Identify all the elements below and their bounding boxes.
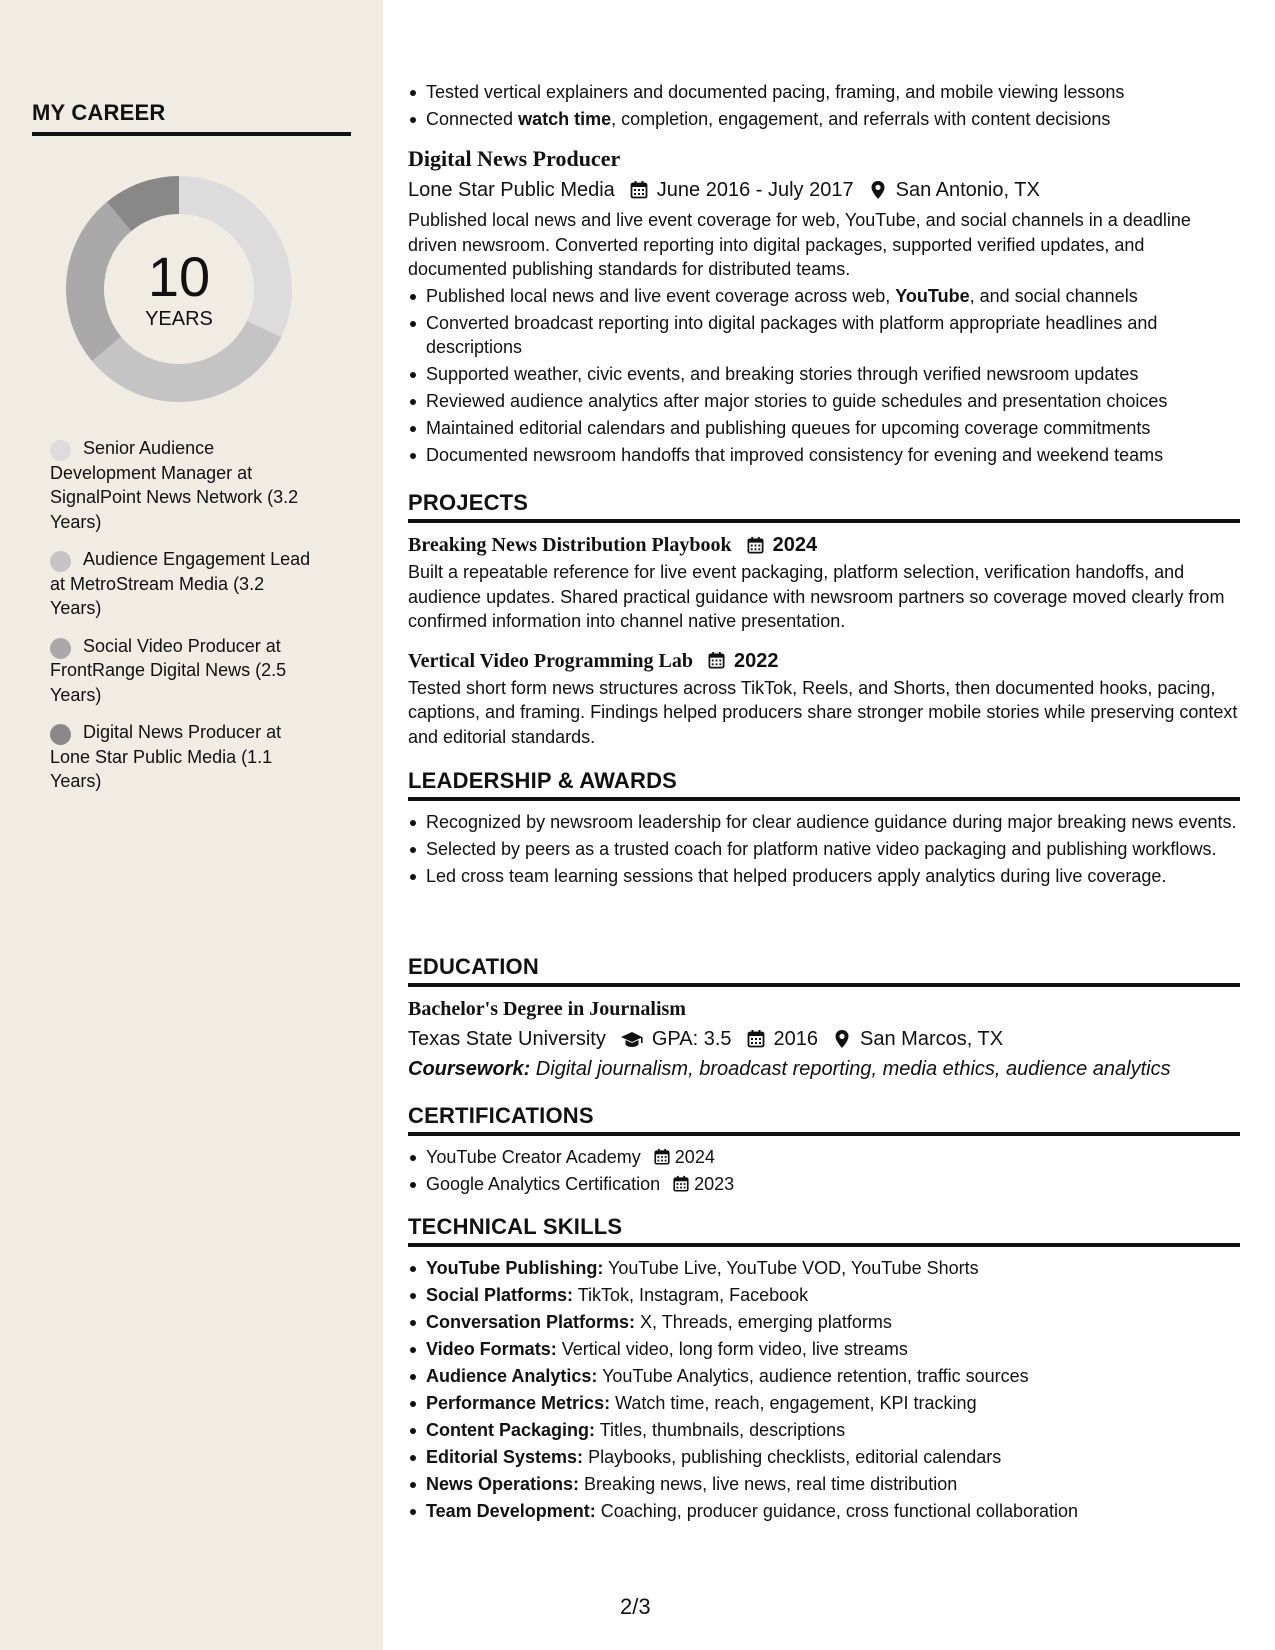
list-item: [408, 107, 1240, 132]
career-heading: MY CAREER: [32, 100, 351, 136]
coursework-text: Digital journalism, broadcast reporting, media ethics, audience analytics: [530, 1058, 1171, 1080]
job-location: San Antonio, TX: [895, 179, 1040, 201]
section-heading: CERTIFICATIONS: [408, 1103, 1240, 1136]
list-item: [408, 80, 1240, 105]
project-title: [408, 532, 1240, 558]
leadership-section: [408, 768, 1240, 891]
career-legend: [50, 436, 320, 807]
degree-title: Bachelor's Degree in Journalism: [408, 998, 686, 1020]
legend-dot: [50, 724, 71, 745]
skill-label: Editorial Systems:: [426, 1447, 584, 1467]
skills-list: [408, 1256, 1240, 1524]
job-dates: June 2016 - July 2017: [656, 179, 854, 201]
bullet-text: Selected by peers as a trusted coach for platform native video packaging and publishing workflows.: [426, 839, 1217, 859]
education-year: 2016: [773, 1028, 819, 1050]
skill-value: Playbooks, publishing checklists, editorial calendars: [583, 1447, 1002, 1467]
list-item: [408, 1364, 1240, 1389]
certification-year: 2023: [694, 1174, 735, 1194]
job-company: Lone Star Public Media: [408, 179, 615, 201]
calendar-icon: [672, 1175, 690, 1193]
list-item: [408, 1283, 1240, 1308]
bullet-bold-text: watch time: [518, 109, 612, 129]
bullet-text: Documented newsroom handoffs that improved consistency for evening and weekend teams: [426, 445, 1164, 465]
career-legend-item: [50, 547, 320, 621]
project-description: Built a repeatable reference for live event packaging, platform selection, verification handoffs, and audience updates. Shared practical guidance with newsroom partners so coverage moved clearly from confirmed information into channel native presentation.: [408, 562, 1225, 631]
bullet-text: Led cross team learning sessions that helped producers apply analytics during live coverage.: [426, 866, 1167, 886]
bullet-text: Converted broadcast reporting into digital packages with platform appropriate headlines and descriptions: [426, 312, 1158, 357]
skill-label: Team Development:: [426, 1501, 596, 1521]
page-number: 2/3: [620, 1594, 651, 1619]
skill-value: Titles, thumbnails, descriptions: [595, 1420, 846, 1440]
calendar-icon: [653, 1148, 671, 1166]
location-pin-icon: [868, 180, 888, 200]
job-entry: [408, 145, 1240, 470]
coursework-label: Coursework:: [408, 1058, 531, 1080]
project-year: 2022: [733, 649, 779, 672]
certifications-list: [408, 1145, 1240, 1197]
coursework: [408, 1055, 1240, 1083]
bullet-text: Maintained editorial calendars and publishing queues for upcoming coverage commitments: [426, 418, 1151, 438]
skill-label: Performance Metrics:: [426, 1393, 611, 1413]
list-item: [408, 837, 1240, 862]
job-title: Digital News Producer: [408, 146, 621, 171]
legend-dot: [50, 638, 71, 659]
career-legend-item: [50, 634, 320, 708]
section-heading: EDUCATION: [408, 954, 1240, 987]
project-name: Breaking News Distribution Playbook: [408, 534, 732, 556]
list-item: [408, 1256, 1240, 1281]
list-item: [408, 389, 1240, 414]
skill-value: TikTok, Instagram, Facebook: [573, 1285, 809, 1305]
skill-label: YouTube Publishing:: [426, 1258, 604, 1278]
legend-dot: [50, 440, 71, 461]
list-item: [408, 284, 1240, 309]
calendar-icon: [629, 180, 649, 200]
education-section: [408, 954, 1240, 1083]
calendar-icon: [746, 536, 765, 555]
calendar-icon: [707, 651, 726, 670]
skill-value: YouTube Analytics, audience retention, traffic sources: [597, 1366, 1029, 1386]
list-item: [408, 311, 1240, 360]
job-bullets: [408, 284, 1240, 468]
skill-value: Vertical video, long form video, live streams: [556, 1339, 908, 1359]
skill-label: Content Packaging:: [426, 1420, 596, 1440]
section-heading: PROJECTS: [408, 490, 1240, 523]
list-item: [408, 1172, 1240, 1197]
certification-name: Google Analytics Certification: [426, 1174, 661, 1194]
section-heading: LEADERSHIP & AWARDS: [408, 768, 1240, 801]
bullet-text: Recognized by newsroom leadership for clear audience guidance during major breaking news events.: [426, 812, 1237, 832]
skill-label: Video Formats:: [426, 1339, 557, 1359]
bullet-text: Connected: [426, 109, 519, 129]
calendar-icon: [746, 1029, 766, 1049]
total-years: 10: [147, 244, 211, 308]
career-legend-item: [50, 436, 320, 534]
list-item: [408, 1310, 1240, 1335]
skill-value: Coaching, producer guidance, cross functional collaboration: [595, 1501, 1079, 1521]
list-item: [408, 1391, 1240, 1416]
list-item: [408, 443, 1240, 468]
section-heading: TECHNICAL SKILLS: [408, 1214, 1240, 1247]
skill-label: Social Platforms:: [426, 1285, 574, 1305]
bullet-text: Tested vertical explainers and documented pacing, framing, and mobile viewing lessons: [426, 82, 1125, 102]
project-title: [408, 648, 1240, 674]
education-location: San Marcos, TX: [860, 1028, 1004, 1050]
bullet-text: , completion, engagement, and referrals with content decisions: [611, 109, 1111, 129]
certifications-section: [408, 1103, 1240, 1199]
location-pin-icon: [832, 1029, 852, 1049]
main-content: [408, 0, 1240, 1650]
legend-label: Audience Engagement Lead at MetroStream Media (3.2 Years): [50, 549, 311, 618]
skill-value: Breaking news, live news, real time distribution: [579, 1474, 958, 1494]
list-item: [408, 1145, 1240, 1170]
skill-value: YouTube Live, YouTube VOD, YouTube Shorts: [603, 1258, 979, 1278]
project-description: Tested short form news structures across TikTok, Reels, and Shorts, then documented hooks, pacing, captions, and framing. Findings helped producers share stronger mobile stories while preserving context and editorial standards.: [408, 677, 1238, 747]
skills-section: [408, 1214, 1240, 1526]
list-item: [408, 1499, 1240, 1524]
bullet-bold-text: YouTube: [895, 285, 970, 306]
legend-dot: [50, 551, 71, 572]
bullet-text: Reviewed audience analytics after major stories to guide schedules and presentation choices: [426, 391, 1168, 411]
education-gpa: GPA: 3.5: [651, 1028, 732, 1050]
legend-label: Social Video Producer at FrontRange Digital News (2.5 Years): [50, 635, 287, 705]
donut-center: [66, 176, 292, 402]
bullet-text: Published local news and live event coverage across web,: [426, 285, 896, 306]
skill-label: News Operations:: [426, 1474, 580, 1494]
skill-value: X, Threads, emerging platforms: [635, 1312, 892, 1332]
project-name: Vertical Video Programming Lab: [408, 649, 693, 672]
job-meta: [408, 176, 1240, 204]
total-years-unit: YEARS: [145, 307, 213, 330]
list-item: [408, 1337, 1240, 1362]
certification-year: 2024: [674, 1147, 715, 1167]
list-item: [408, 362, 1240, 387]
experience-continued-bullets: [408, 80, 1240, 134]
legend-label: Digital News Producer at Lone Star Public Media (1.1 Years): [50, 722, 282, 791]
job-summary: Published local news and live event coverage for web, YouTube, and social channels in a deadline driven newsroom. Converted reporting into digital packages, supported verified updates, and documented publishing standards for distributed teams.: [408, 210, 1191, 279]
list-item: [408, 416, 1240, 441]
list-item: [408, 810, 1240, 835]
list-item: [408, 864, 1240, 889]
legend-label: Senior Audience Development Manager at SignalPoint News Network (3.2 Years): [50, 438, 299, 532]
list-item: [408, 1418, 1240, 1443]
graduation-cap-icon: [620, 1029, 644, 1049]
bullet-text: Supported weather, civic events, and breaking stories through verified newsroom updates: [426, 364, 1139, 384]
education-meta: [408, 1025, 1240, 1053]
school-name: Texas State University: [408, 1028, 606, 1050]
skill-label: Conversation Platforms:: [426, 1312, 636, 1332]
leadership-list: [408, 810, 1240, 889]
bullet-text: , and social channels: [969, 285, 1138, 306]
certification-name: YouTube Creator Academy: [426, 1147, 641, 1167]
skill-label: Audience Analytics:: [426, 1366, 598, 1386]
projects-section: [408, 490, 1240, 749]
sidebar: [0, 0, 383, 1650]
list-item: [408, 1472, 1240, 1497]
project-year: 2024: [772, 534, 818, 556]
list-item: [408, 1445, 1240, 1470]
skill-value: Watch time, reach, engagement, KPI tracking: [610, 1393, 977, 1413]
career-legend-item: [50, 720, 320, 794]
